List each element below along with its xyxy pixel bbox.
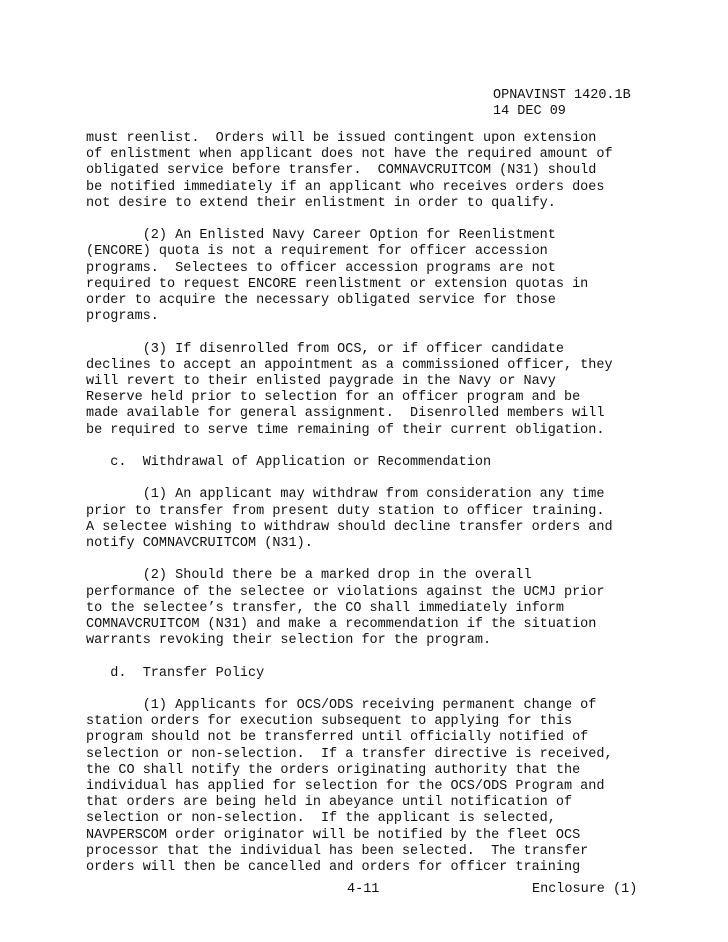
text-line: programs. (86, 309, 159, 325)
text-line: A selectee wishing to withdraw should decline transfer orders and (86, 519, 613, 535)
text-line: required to request ENCORE reenlistment or extension quotas in (86, 276, 589, 292)
text-line: prior to transfer from present duty station to officer training. (86, 503, 605, 519)
text-line: not desire to extend their enlistment in order to qualify. (86, 195, 556, 211)
text-line: (1) Applicants for OCS/ODS receiving permanent change of (86, 698, 597, 713)
text-line: processor that the individual has been selected. The transfer (86, 843, 589, 859)
text-line: (2) Should there be a marked drop in the overall (86, 568, 532, 584)
text-line: will revert to their enlisted paygrade in the Navy or Navy (86, 374, 556, 389)
text-line: notify COMNAVCRUITCOM (N31). (86, 536, 313, 551)
page-number: 4-11 (347, 882, 380, 897)
text-line: performance of the selectee or violations against the UCMJ prior (86, 584, 605, 600)
text-line: program should not be transferred until officially notified of (86, 730, 589, 746)
text-line: order to acquire the necessary obligated service for those (86, 293, 556, 308)
text-line: NAVPERSCOM order originator will be notified by the fleet OCS (86, 827, 581, 843)
text-line: must reenlist. Orders will be issued contingent upon extension (86, 131, 597, 146)
text-line: orders will then be cancelled and orders for officer training (86, 860, 581, 875)
text-line: station orders for execution subsequent to applying for this (86, 714, 573, 730)
text-line: obligated service before transfer. COMNAVCRUITCOM (N31) should (86, 163, 597, 179)
text-line: to the selectee’s transfer, the CO shall immediately inform (86, 600, 564, 616)
text-line: the CO shall notify the orders originating authority that the (86, 762, 581, 778)
text-line: (3) If disenrolled from OCS, or if officer candidate (86, 341, 564, 357)
text-line: be required to serve time remaining of their current obligation. (86, 422, 605, 438)
enclosure-label: Enclosure (1) (532, 882, 638, 897)
text-line: be notified immediately if an applicant who receives orders does (86, 179, 605, 195)
text-line: (2) An Enlisted Navy Career Option for Reenlistment (86, 228, 556, 244)
text-line: selection or non-selection. If a transfer directive is received, (86, 746, 613, 762)
instruction-date: 14 DEC 09 (493, 104, 566, 119)
text-line: of enlistment when applicant does not have the required amount of (86, 147, 613, 163)
text-line: COMNAVCRUITCOM (N31) and make a recommendation if the situation (86, 617, 597, 632)
text-line: c. Withdrawal of Application or Recommendation (86, 455, 492, 470)
text-line: warrants revoking their selection for the program. (86, 633, 492, 649)
text-line: (1) An applicant may withdraw from consideration any time (86, 487, 605, 503)
text-line: individual has applied for selection for the OCS/ODS Program and (86, 779, 605, 794)
text-line: Reserve held prior to selection for an officer program and be (86, 390, 581, 406)
text-line: declines to accept an appointment as a commissioned officer, they (86, 357, 613, 373)
text-line: programs. Selectees to officer accession programs are not (86, 260, 556, 276)
text-line: (ENCORE) quota is not a requirement for officer accession (86, 244, 548, 260)
instruction-number: OPNAVINST 1420.1B (493, 88, 631, 103)
text-line: selection or non-selection. If the applicant is selected, (86, 811, 556, 827)
text-line: that orders are being held in abeyance until notification of (86, 795, 573, 811)
text-line: made available for general assignment. Disenrolled members will (86, 406, 605, 422)
text-line: d. Transfer Policy (86, 665, 265, 681)
